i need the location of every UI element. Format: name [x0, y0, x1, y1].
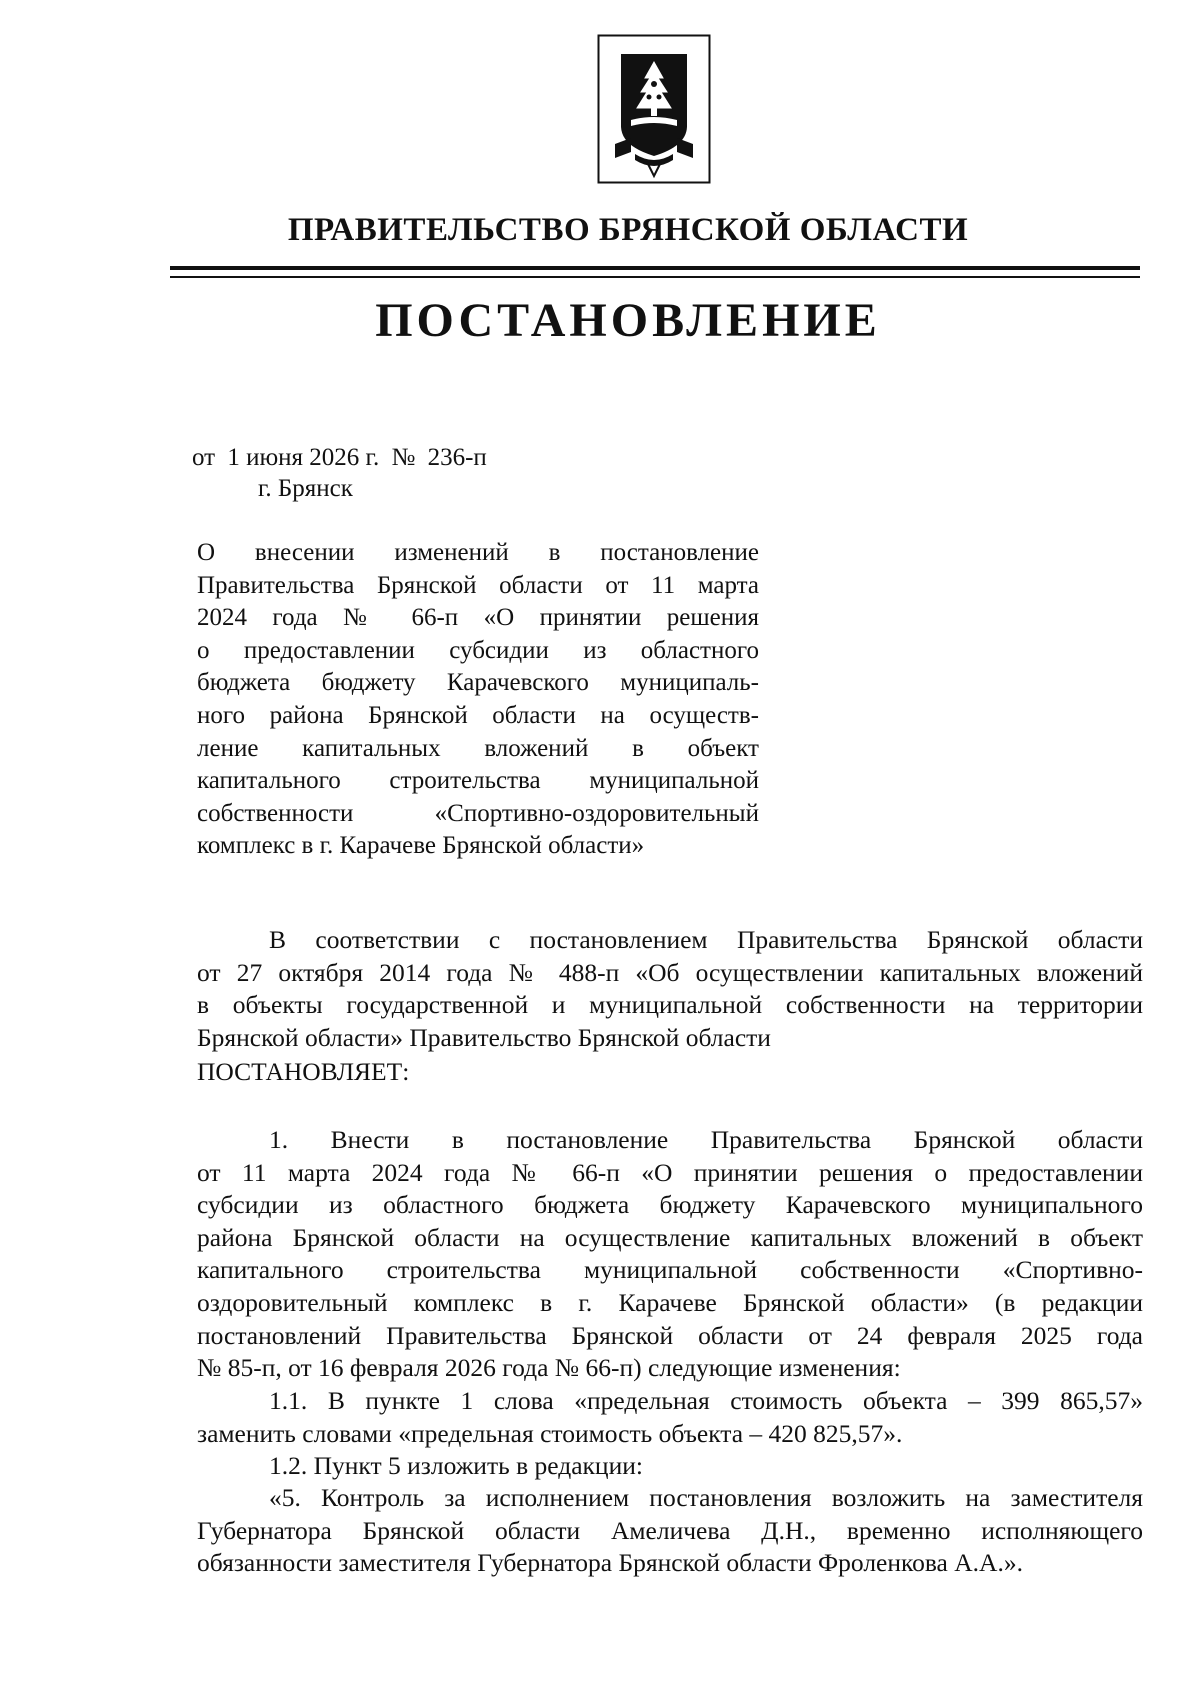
subject-line: комплекс в г. Карачеве Брянской области» — [197, 832, 645, 860]
paragraph-line: 1.2. Пункт 5 изложить в редакции: — [269, 1451, 643, 1480]
paragraph-line: 1. Внести в постановление Правительства Брянской области — [269, 1125, 1143, 1154]
paragraph-line: от 27 октября 2014 года № 488-п «Об осуществлении капитальных вложений — [197, 957, 1143, 987]
date-prefix: от — [192, 444, 216, 471]
point-1-paragraph — [197, 1124, 1143, 1385]
number-sign: № — [391, 444, 416, 471]
paragraph-line: обязанности заместителя Губернатора Брянской области Фроленкова А.А.». — [197, 1548, 1023, 1578]
subject-line: собственности «Спортивно-оздоровительный — [197, 799, 759, 827]
subject-line: Правительства Брянской области от 11 марта — [197, 571, 759, 599]
bryansk-coat-of-arms-icon — [597, 34, 711, 184]
subject-line: бюджета бюджету Карачевского муниципаль- — [197, 669, 759, 697]
date-number-line — [192, 444, 493, 472]
paragraph-line: Брянской области» Правительство Брянской области — [197, 1022, 771, 1052]
paragraph-line: № 85-п, от 16 февраля 2026 года № 66-п) следующие изменения: — [197, 1353, 901, 1383]
paragraph-line: заменить словами «предельная стоимость объекта – 420 825,57». — [197, 1418, 903, 1448]
paragraph-line: 1.1. В пункте 1 слова «предельная стоимость объекта – 399 865,57» — [269, 1386, 1143, 1415]
paragraph-line: субсидии из областного бюджета бюджету Карачевского муниципального — [197, 1190, 1143, 1220]
header-rule-thick — [170, 266, 1140, 270]
paragraph-line: в объекты государственной и муниципальной собственности на территории — [197, 990, 1143, 1020]
paragraph-line: «5. Контроль за исполнением постановления возложить на заместителя — [269, 1483, 1143, 1512]
subject-line: О внесении изменений в постановление — [197, 539, 759, 566]
point-5-new-text — [197, 1482, 1143, 1580]
document-date: 1 июня 2026 г. — [227, 444, 380, 471]
point-1-1-paragraph — [197, 1385, 1143, 1450]
document-number: 236-п — [427, 444, 487, 471]
paragraph-line: капитального строительства муниципальной собственности «Спортивно- — [197, 1255, 1143, 1285]
paragraph-line: оздоровительный комплекс в г. Карачеве Брянской области» (в редакции — [197, 1287, 1143, 1317]
document-type: ПОСТАНОВЛЕНИЕ — [375, 294, 881, 347]
paragraph-line: постановлений Правительства Брянской области от 24 февраля 2025 года — [197, 1320, 1143, 1350]
subject-line: ного района Брянской области на осуществ- — [197, 701, 759, 729]
paragraph-line: В соответствии с постановлением Правительства Брянской области — [269, 925, 1143, 954]
resolves-heading: ПОСТАНОВЛЯЕТ: — [197, 1057, 410, 1086]
document-subject — [197, 537, 759, 863]
subject-line: о предоставлении субсидии из областного — [197, 636, 759, 664]
header-rule-thin — [170, 276, 1140, 278]
subject-line: 2024 года № 66-п «О принятии решения — [197, 604, 759, 632]
government-name: ПРАВИТЕЛЬСТВО БРЯНСКОЙ ОБЛАСТИ — [287, 212, 969, 248]
point-1-2-paragraph — [197, 1450, 1143, 1483]
paragraph-line: от 11 марта 2024 года № 66-п «О принятии решения о предоставлении — [197, 1157, 1143, 1187]
subject-line: капитального строительства муниципальной — [197, 767, 759, 795]
city: г. Брянск — [258, 475, 353, 502]
paragraph-line: Губернатора Брянской области Амеличева Д.Н., временно исполняющего — [197, 1515, 1143, 1545]
subject-line: ление капитальных вложений в объект — [197, 734, 759, 762]
paragraph-line: района Брянской области на осуществление капитальных вложений в объект — [197, 1222, 1143, 1252]
preamble-paragraph — [197, 924, 1143, 1054]
